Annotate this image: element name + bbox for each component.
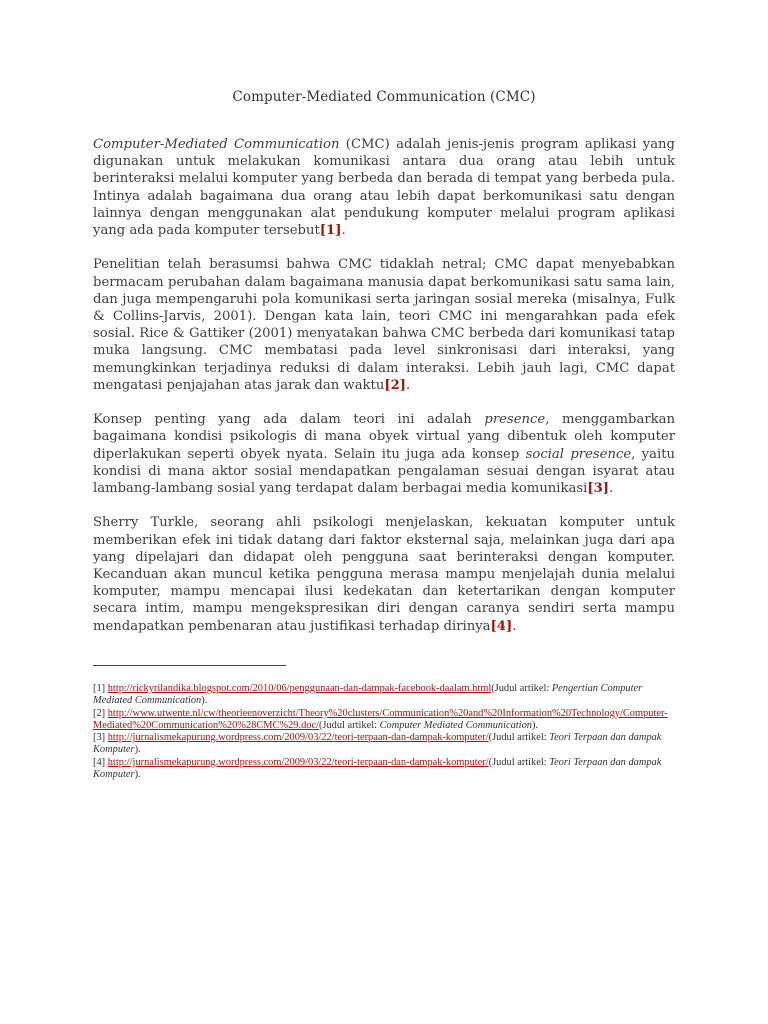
paragraph-text: Sherry Turkle, seorang ahli psikologi menjelaskan, kekuatan komputer untuk memberikan efek ini tidak datang dari faktor eksternal saja, melainkan juga dari apa yang dipelajari dan didapat oleh pengguna saat berinteraksi dengan komputer. Kecanduan akan muncul ketika pengguna merasa mampu menjelajah dunia melalui komputer, mampu mencapai ilusi kedekatan dan ketertarikan dengan komputer secara intim, mampu mengekspresikan diri dengan caranya sendiri serta mampu mendapatkan pembenaran atau justifikasi terhadap dirinya [93,515,675,634]
paragraph-text: Konsep penting yang ada dalam teori ini adalah [93,412,485,428]
paragraph-text: . [341,223,346,239]
paragraph-text: . [406,377,411,393]
footnote-suffix: ). [201,695,208,707]
paragraph-text: Computer-Mediated Communication [93,137,340,152]
footnote-divider [93,665,286,666]
paragraph [93,514,675,634]
footnote-article-title: Teori Terpaan dan dampak Komputer [93,756,662,781]
reference-marker[interactable]: [2] [384,377,406,393]
paragraph-text: . [512,618,517,634]
footnote [93,757,675,782]
paragraph-text: Penelitian telah berasumsi bahwa CMC tidaklah netral; CMC dapat menyebabkan bermacam perubahan dalam bagaimana manusia dapat berkomunikasi satu sama lain, dan juga mempengaruhi pola komunikasi serta jaringan sosial mereka (misalnya, Fulk & Collins-Jarvis, 2001). Dengan kata lain, teori CMC ini mengarahkan pada efek sosial. Rice & Gattiker (2001) menyatakan bahwa CMC berbeda dari komunikasi tatap muka langsung. CMC membatasi pada level sinkronisasi dari interaksi, yang memungkinkan terjadinya reduksi di dalam interaksi. Lebih jauh lagi, CMC dapat mengatasi penjajahan atas jarak dan waktu [93,257,675,393]
footnote-marker: [4] [93,756,106,768]
footnote-prefix: (Judul artikel: [488,756,550,768]
paragraph-text: social presence [525,446,632,462]
footnote-prefix: (Judul artikel: [488,732,550,744]
reference-marker[interactable]: [1] [319,223,342,239]
paragraph-text: , menggambarkan bagaimana kondisi psikologis di mana obyek virtual yang dibentuk oleh komputer diperlakukan seperti obyek nyata. Selain itu juga ada konsep [93,412,675,462]
footnote-prefix: (Judul artikel: [491,683,552,694]
footnote-marker: [2] [93,707,106,719]
footnote-marker: [1] [93,683,106,694]
reference-marker[interactable]: [4] [490,618,513,634]
footnote [93,683,675,708]
document-title: Computer-Mediated Communication (CMC) [232,89,536,105]
document-body [93,136,675,652]
paragraph-text: (CMC) adalah jenis-jenis program aplikasi yang digunakan untuk melakukan komunikasi antara dua orang atau lebih untuk berinteraksi melalui komputer yang berbeda dan berada di tempat yang berbeda pula. Intinya adalah bagaimana dua orang atau lebih dapat berkomunikasi satu dengan lainnya dengan menggunakan alat pendukung komputer melalui program aplikasi yang ada pada komputer tersebut [93,137,675,239]
footnote [93,708,675,733]
footnote-suffix: ). [134,769,141,781]
reference-marker[interactable]: [3] [587,481,610,497]
footnote-prefix: (Judul artikel: [318,719,380,731]
footnote-suffix: ). [134,744,141,756]
paragraph-text: presence [484,412,546,428]
footnote [93,732,675,757]
footnotes [93,683,675,781]
paragraph [93,136,675,239]
paragraph-text: , yaitu kondisi di mana aktor sosial mendapatkan pengalaman sesuai dengan isyarat atau lambang-lambang sosial yang terdapat dalam berbagai media komunikasi [93,446,675,497]
footnote-article-title: Pengertian Computer Mediated Communication [93,683,643,707]
footnote-link[interactable]: http://www.utwente.nl/cw/theorieenoverzicht/Theory%20clusters/Communication%20and%20Information%20Technology/Computer-Mediated%20Communication%20%28CMC%29.doc/ [93,707,668,731]
footnote-link[interactable]: http://rickyrilandika.blogspot.com/2010/06/penggunaan-dan-dampak-facebook-daalam.html [107,683,492,694]
footnote-link[interactable]: http://jurnalismekapurung.wordpress.com/2009/03/22/teori-terpaan-dan-dampak-komputer/ [107,732,489,744]
paragraph-text: . [609,481,614,497]
paragraph [93,256,675,394]
footnote-article-title: Teori Terpaan dan dampak Komputer [93,732,662,756]
footnote-link[interactable]: http://jurnalismekapurung.wordpress.com/2009/03/22/teori-terpaan-dan-dampak-komputer/ [107,756,489,768]
footnote-article-title: Computer Mediated Communication [379,719,532,731]
footnote-marker: [3] [93,732,106,744]
footnote-suffix: ). [531,719,539,731]
paragraph [93,411,675,497]
